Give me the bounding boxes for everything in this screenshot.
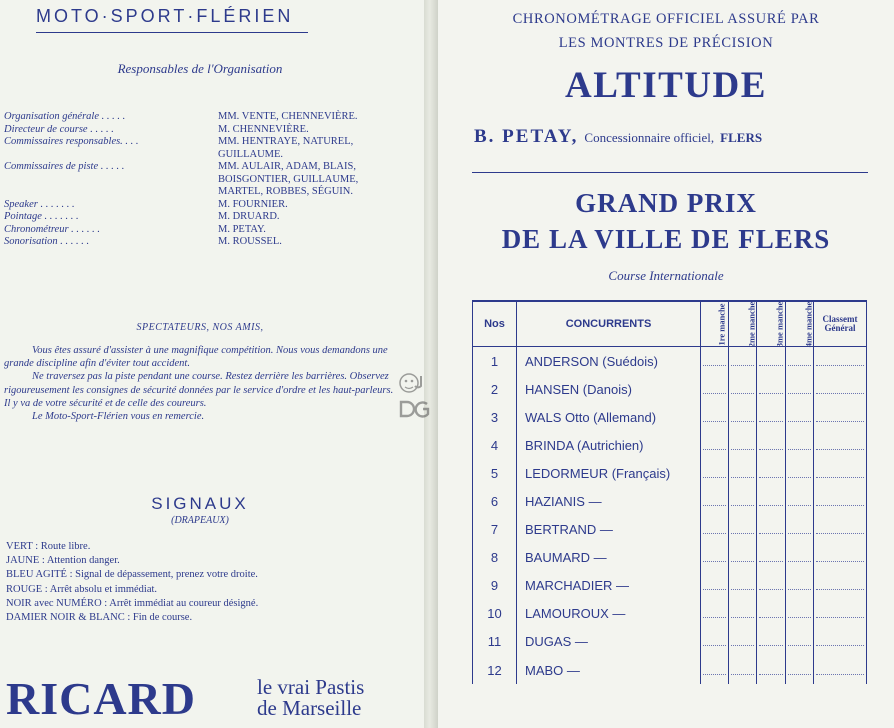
dotted-line xyxy=(759,385,782,394)
competitor-number: 3 xyxy=(473,403,517,431)
dotted-line xyxy=(788,497,811,506)
organizer-name: M. PETAY. xyxy=(218,223,266,235)
table-row xyxy=(473,487,867,515)
heat-result-cell xyxy=(701,628,729,656)
heat-result-cell xyxy=(785,347,813,376)
heat-result-cell xyxy=(757,375,785,403)
heat-result-cell xyxy=(757,487,785,515)
heat-result-cell xyxy=(729,375,757,403)
organizer-row xyxy=(4,224,402,237)
dotted-line xyxy=(731,525,754,534)
signals-list xyxy=(6,540,258,625)
general-label: Général xyxy=(824,323,856,333)
dotted-line xyxy=(731,666,754,675)
heat-result-cell xyxy=(785,572,813,600)
dotted-line xyxy=(816,441,864,450)
dotted-line xyxy=(759,525,782,534)
heat-result-cell xyxy=(729,516,757,544)
dotted-line xyxy=(788,581,811,590)
heat-result-cell xyxy=(701,403,729,431)
dotted-line xyxy=(759,441,782,450)
dotted-line xyxy=(816,385,864,394)
competitor-number: 12 xyxy=(473,656,517,684)
general-ranking-cell xyxy=(813,544,866,572)
dotted-line xyxy=(703,469,726,478)
general-ranking-cell xyxy=(813,375,866,403)
dotted-line xyxy=(816,609,864,618)
organizer-name: GUILLAUME. xyxy=(218,148,284,160)
dealer-line xyxy=(474,126,762,148)
table-row xyxy=(473,375,867,403)
dotted-line xyxy=(731,413,754,422)
organizer-role xyxy=(4,186,218,199)
heat-label: 4me manche xyxy=(802,301,813,348)
heat-result-cell xyxy=(785,403,813,431)
general-ranking-cell xyxy=(813,572,866,600)
heat-result-cell xyxy=(785,375,813,403)
ricard-ad-logo: RICARD xyxy=(6,673,196,724)
dotted-line xyxy=(731,469,754,478)
dotted-line xyxy=(788,413,811,422)
dotted-line xyxy=(816,469,864,478)
general-ranking-cell xyxy=(813,459,866,487)
heat-result-cell xyxy=(785,516,813,544)
tagline-line: de Marseille xyxy=(257,696,362,720)
heat-result-cell xyxy=(701,431,729,459)
organizers-list xyxy=(4,111,402,249)
organizer-name: MM. VENTE, CHENNEVIÈRE. xyxy=(218,111,358,122)
title-underline xyxy=(36,32,308,33)
results-table xyxy=(472,300,867,684)
dotted-line xyxy=(788,609,811,618)
collector-stamp-icon xyxy=(397,368,431,420)
heat-result-cell xyxy=(729,431,757,459)
organizer-row xyxy=(4,136,402,149)
organizer-name: M. ROUSSEL. xyxy=(218,236,282,247)
dotted-line xyxy=(788,385,811,394)
heat-label: 1re manche xyxy=(716,303,727,346)
club-title: MOTO·SPORT·FLÉRIEN xyxy=(36,6,294,26)
race-title-city: DE LA VILLE DE FLERS xyxy=(501,224,831,254)
heat-result-cell xyxy=(757,656,785,684)
heat-label: 2me manche xyxy=(746,301,757,348)
heat-result-cell xyxy=(757,628,785,656)
table-row xyxy=(473,459,867,487)
table-row xyxy=(473,572,867,600)
page-gutter xyxy=(424,0,438,728)
organizer-role: Speaker . . . . . . . xyxy=(4,198,75,210)
dotted-line xyxy=(703,357,726,366)
heat-result-cell xyxy=(701,347,729,376)
organizer-role: Organisation générale . . . . . xyxy=(4,111,126,122)
left-page xyxy=(0,0,424,728)
organizer-row xyxy=(4,211,402,224)
dotted-line xyxy=(731,553,754,562)
heat-result-cell xyxy=(757,600,785,628)
heat-result-cell xyxy=(785,459,813,487)
dotted-line xyxy=(759,581,782,590)
competitor-name: HANSEN (Danois) xyxy=(517,375,701,403)
organizer-name: M. FOURNIER. xyxy=(218,198,288,210)
heat-result-cell xyxy=(701,516,729,544)
heat-result-cell xyxy=(701,572,729,600)
organizer-role: Chronométreur . . . . . . xyxy=(4,223,101,235)
dotted-line xyxy=(759,497,782,506)
heat-result-cell xyxy=(729,487,757,515)
dotted-line xyxy=(731,581,754,590)
organizer-role xyxy=(4,149,218,162)
heat-result-cell xyxy=(757,403,785,431)
heat-result-cell xyxy=(729,600,757,628)
dotted-line xyxy=(703,581,726,590)
dealer-name: B. PETAY, xyxy=(474,126,579,147)
competitor-number: 1 xyxy=(473,347,517,376)
organizer-role: Commissaires responsables. . . . xyxy=(4,136,139,147)
heat-result-cell xyxy=(729,628,757,656)
heat-result-cell xyxy=(729,544,757,572)
organizer-role: Commissaires de piste . . . . . xyxy=(4,161,125,172)
competitor-number: 10 xyxy=(473,600,517,628)
dotted-line xyxy=(816,637,864,646)
dotted-line xyxy=(816,581,864,590)
competitor-name: BRINDA (Autrichien) xyxy=(517,431,701,459)
notice-paragraph: Ne traversez pas la piste pendant une course. Restez derrière les barrières. Observez rigoureusement les consignes de sécurité données par le service d'ordre et les haut-parleurs. Il y va de votre sécurité et de celle des coureurs. xyxy=(4,371,394,409)
competitor-number: 7 xyxy=(473,516,517,544)
competitor-number: 5 xyxy=(473,459,517,487)
signals-subtitle: (DRAPEAUX) xyxy=(171,515,229,526)
heat-result-cell xyxy=(701,544,729,572)
heat-result-cell xyxy=(785,656,813,684)
competitor-number: 2 xyxy=(473,375,517,403)
section-divider xyxy=(472,172,868,173)
spectators-title: SPECTATEURS, NOS AMIS, xyxy=(136,322,264,333)
header-competitors: CONCURRENTS xyxy=(517,301,701,347)
table-row xyxy=(473,628,867,656)
organizer-name: M. CHENNEVIÈRE. xyxy=(218,123,309,135)
organizer-role: Pointage . . . . . . . xyxy=(4,211,79,222)
header-heat-4 xyxy=(785,301,813,347)
dotted-line xyxy=(703,385,726,394)
competitor-name: LEDORMEUR (Français) xyxy=(517,459,701,487)
signal-item: ROUGE : Arrêt absolu et immédiat. xyxy=(6,583,158,595)
notice-paragraph: Vous êtes assuré d'assister à une magnifique compétition. Nous vous demandons une grande discipline afin d'éviter tout accident. xyxy=(4,345,388,370)
competitor-number: 6 xyxy=(473,487,517,515)
dotted-line xyxy=(731,357,754,366)
signal-item: NOIR avec NUMÉRO : Arrêt immédiat au coureur désigné. xyxy=(6,597,259,609)
table-row xyxy=(473,544,867,572)
organizer-name: MM. HENTRAYE, NATUREL, xyxy=(218,136,354,147)
dotted-line xyxy=(731,609,754,618)
organizer-role xyxy=(4,174,218,187)
general-label: Classemt xyxy=(822,314,858,324)
competitor-name: BAUMARD — xyxy=(517,544,701,572)
general-ranking-cell xyxy=(813,516,866,544)
signals-title: SIGNAUX xyxy=(151,494,249,513)
dotted-line xyxy=(759,469,782,478)
organizer-name: MM. AULAIR, ADAM, BLAIS, xyxy=(218,161,356,172)
table-row xyxy=(473,516,867,544)
dotted-line xyxy=(731,441,754,450)
dotted-line xyxy=(703,441,726,450)
dotted-line xyxy=(788,553,811,562)
signal-item: JAUNE : Attention danger. xyxy=(6,555,120,567)
heat-result-cell xyxy=(701,459,729,487)
organizer-row xyxy=(4,161,402,174)
header-general-ranking xyxy=(813,301,866,347)
ricard-ad-tagline xyxy=(257,677,364,719)
table-row xyxy=(473,600,867,628)
heat-result-cell xyxy=(757,544,785,572)
dealer-role: Concessionnaire officiel, xyxy=(584,130,715,145)
dotted-line xyxy=(788,666,811,675)
dotted-line xyxy=(703,666,726,675)
general-ranking-cell xyxy=(813,656,866,684)
dotted-line xyxy=(759,357,782,366)
heat-result-cell xyxy=(785,431,813,459)
header-heat-2 xyxy=(729,301,757,347)
heat-result-cell xyxy=(729,403,757,431)
dotted-line xyxy=(703,637,726,646)
header-heat-1 xyxy=(701,301,729,347)
dotted-line xyxy=(759,553,782,562)
dotted-line xyxy=(731,497,754,506)
general-ranking-cell xyxy=(813,600,866,628)
signal-item: VERT : Route libre. xyxy=(6,541,91,552)
dotted-line xyxy=(731,637,754,646)
dotted-line xyxy=(816,413,864,422)
competitor-number: 11 xyxy=(473,628,517,656)
table-row xyxy=(473,347,867,376)
table-row xyxy=(473,431,867,459)
competitor-number: 8 xyxy=(473,544,517,572)
dealer-city: FLERS xyxy=(720,130,763,145)
organizer-row xyxy=(4,111,402,124)
dotted-line xyxy=(731,385,754,394)
heat-result-cell xyxy=(729,459,757,487)
organizer-name: M. DRUARD. xyxy=(218,211,280,222)
organizer-row xyxy=(4,149,402,162)
competitor-number: 9 xyxy=(473,572,517,600)
table-row xyxy=(473,403,867,431)
organizer-role: Sonorisation . . . . . . xyxy=(4,236,90,247)
notice-paragraph: Le Moto-Sport-Flérien vous en remercie. xyxy=(32,411,205,423)
right-page xyxy=(438,0,894,728)
dotted-line xyxy=(788,441,811,450)
dotted-line xyxy=(703,525,726,534)
dotted-line xyxy=(703,497,726,506)
dotted-line xyxy=(788,637,811,646)
competitor-name: MABO — xyxy=(517,656,701,684)
dotted-line xyxy=(788,357,811,366)
competitor-name: HAZIANIS — xyxy=(517,487,701,515)
dotted-line xyxy=(816,497,864,506)
timing-sponsor-text xyxy=(438,7,894,55)
competitor-name: ANDERSON (Suédois) xyxy=(517,347,701,376)
general-ranking-cell xyxy=(813,403,866,431)
dotted-line xyxy=(759,609,782,618)
general-ranking-cell xyxy=(813,431,866,459)
signal-item: BLEU AGITÉ : Signal de dépassement, prenez votre droite. xyxy=(6,569,258,581)
heat-result-cell xyxy=(785,544,813,572)
competitor-number: 4 xyxy=(473,431,517,459)
tagline-line: le vrai Pastis xyxy=(257,675,365,699)
organizer-role: Directeur de course . . . . . xyxy=(4,123,114,135)
race-type: Course Internationale xyxy=(608,268,724,283)
table-row xyxy=(473,656,867,684)
dotted-line xyxy=(788,469,811,478)
organization-title: Responsables de l'Organisation xyxy=(117,61,283,76)
heat-result-cell xyxy=(757,347,785,376)
watch-brand: ALTITUDE xyxy=(565,65,767,106)
heat-result-cell xyxy=(701,375,729,403)
heat-result-cell xyxy=(785,628,813,656)
heat-result-cell xyxy=(785,487,813,515)
general-ranking-cell xyxy=(813,487,866,515)
spectators-notice xyxy=(4,344,400,423)
organizer-name: MARTEL, ROBBES, SÉGUIN. xyxy=(218,186,354,197)
heat-result-cell xyxy=(701,656,729,684)
organizer-row xyxy=(4,186,402,199)
competitor-name: LAMOUROUX — xyxy=(517,600,701,628)
organizer-row xyxy=(4,199,402,212)
general-ranking-cell xyxy=(813,628,866,656)
header-heat-3 xyxy=(757,301,785,347)
dotted-line xyxy=(816,525,864,534)
organizer-row xyxy=(4,174,402,187)
dotted-line xyxy=(788,525,811,534)
heat-result-cell xyxy=(757,516,785,544)
signal-item: DAMIER NOIR & BLANC : Fin de course. xyxy=(6,612,193,624)
organizer-row xyxy=(4,124,402,137)
organizer-name: BOISGONTIER, GUILLAUME, xyxy=(218,173,359,185)
competitor-name: DUGAS — xyxy=(517,628,701,656)
organizer-row xyxy=(4,236,402,249)
dotted-line xyxy=(759,637,782,646)
heat-label: 3me manche xyxy=(774,301,785,348)
general-ranking-cell xyxy=(813,347,866,376)
timing-line: LES MONTRES DE PRÉCISION xyxy=(558,35,774,51)
dotted-line xyxy=(759,666,782,675)
heat-result-cell xyxy=(757,431,785,459)
dotted-line xyxy=(759,413,782,422)
dotted-line xyxy=(703,553,726,562)
heat-result-cell xyxy=(729,572,757,600)
header-number: Nos xyxy=(473,301,517,347)
heat-result-cell xyxy=(757,459,785,487)
race-title: GRAND PRIX xyxy=(575,188,757,218)
heat-result-cell xyxy=(785,600,813,628)
timing-line: CHRONOMÉTRAGE OFFICIEL ASSURÉ PAR xyxy=(512,11,820,27)
table-header-row xyxy=(473,301,867,347)
heat-result-cell xyxy=(701,487,729,515)
heat-result-cell xyxy=(729,656,757,684)
heat-result-cell xyxy=(757,572,785,600)
competitor-name: BERTRAND — xyxy=(517,516,701,544)
dotted-line xyxy=(703,609,726,618)
competitor-name: MARCHADIER — xyxy=(517,572,701,600)
competitor-name: WALS Otto (Allemand) xyxy=(517,403,701,431)
dotted-line xyxy=(816,666,864,675)
dotted-line xyxy=(816,553,864,562)
heat-result-cell xyxy=(701,600,729,628)
dotted-line xyxy=(816,357,864,366)
dotted-line xyxy=(703,413,726,422)
heat-result-cell xyxy=(729,347,757,376)
